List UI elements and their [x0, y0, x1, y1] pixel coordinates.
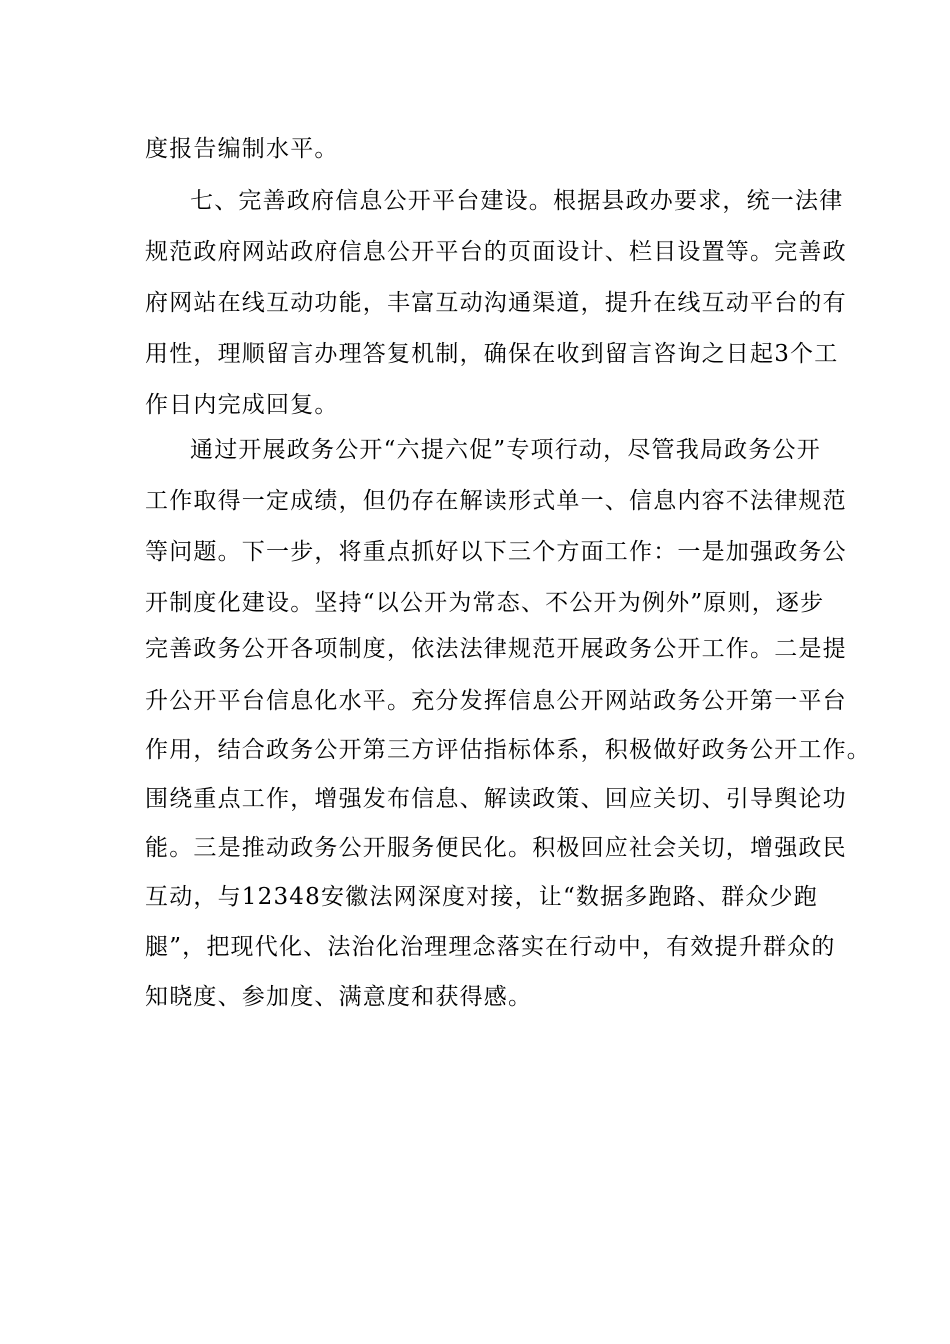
text-line: 作用，结合政务公开第三方评估指标体系，积极做好政务公开工作。: [145, 737, 871, 763]
text-line: 通过开展政务公开“六提六促”专项行动，尽管我局政务公开: [190, 437, 821, 463]
text-line: 围绕重点工作，增强发布信息、解读政策、回应关切、引导舆论功: [145, 786, 847, 812]
text-line: 腿”，把现代化、法治化治理理念落实在行动中，有效提升群众的: [145, 934, 836, 960]
text-line: 能。三是推动政务公开服务便民化。积极回应社会关切，增强政民: [145, 835, 847, 861]
text-line: 府网站在线互动功能，丰富互动沟通渠道，提升在线互动平台的有: [145, 290, 847, 316]
text-line: 七、完善政府信息公开平台建设。根据县政办要求，统一法律: [190, 188, 844, 214]
text-line: 知晓度、参加度、满意度和获得感。: [145, 984, 533, 1010]
text-line: 开制度化建设。坚持“以公开为常态、不公开为例外”原则，逐步: [145, 590, 825, 616]
text-line: 升公开平台信息化水平。充分发挥信息公开网站政务公开第一平台: [145, 688, 847, 714]
text-line: 度报告编制水平。: [145, 136, 339, 162]
text-line: 等问题。下一步，将重点抓好以下三个方面工作：一是加强政务公: [145, 539, 847, 565]
text-line: 工作取得一定成绩，但仍存在解读形式单一、信息内容不法律规范: [145, 488, 847, 514]
text-line: 规范政府网站政府信息公开平台的页面设计、栏目设置等。完善政: [145, 239, 847, 265]
text-line: 完善政务公开各项制度，依法法律规范开展政务公开工作。二是提: [145, 636, 847, 662]
text-line: 用性，理顺留言办理答复机制，确保在收到留言咨询之日起3个工: [145, 341, 839, 367]
text-line: 互动，与12348安徽法网深度对接，让“数据多跑路、群众少跑: [145, 884, 818, 910]
text-line: 作日内完成回复。: [145, 392, 339, 418]
